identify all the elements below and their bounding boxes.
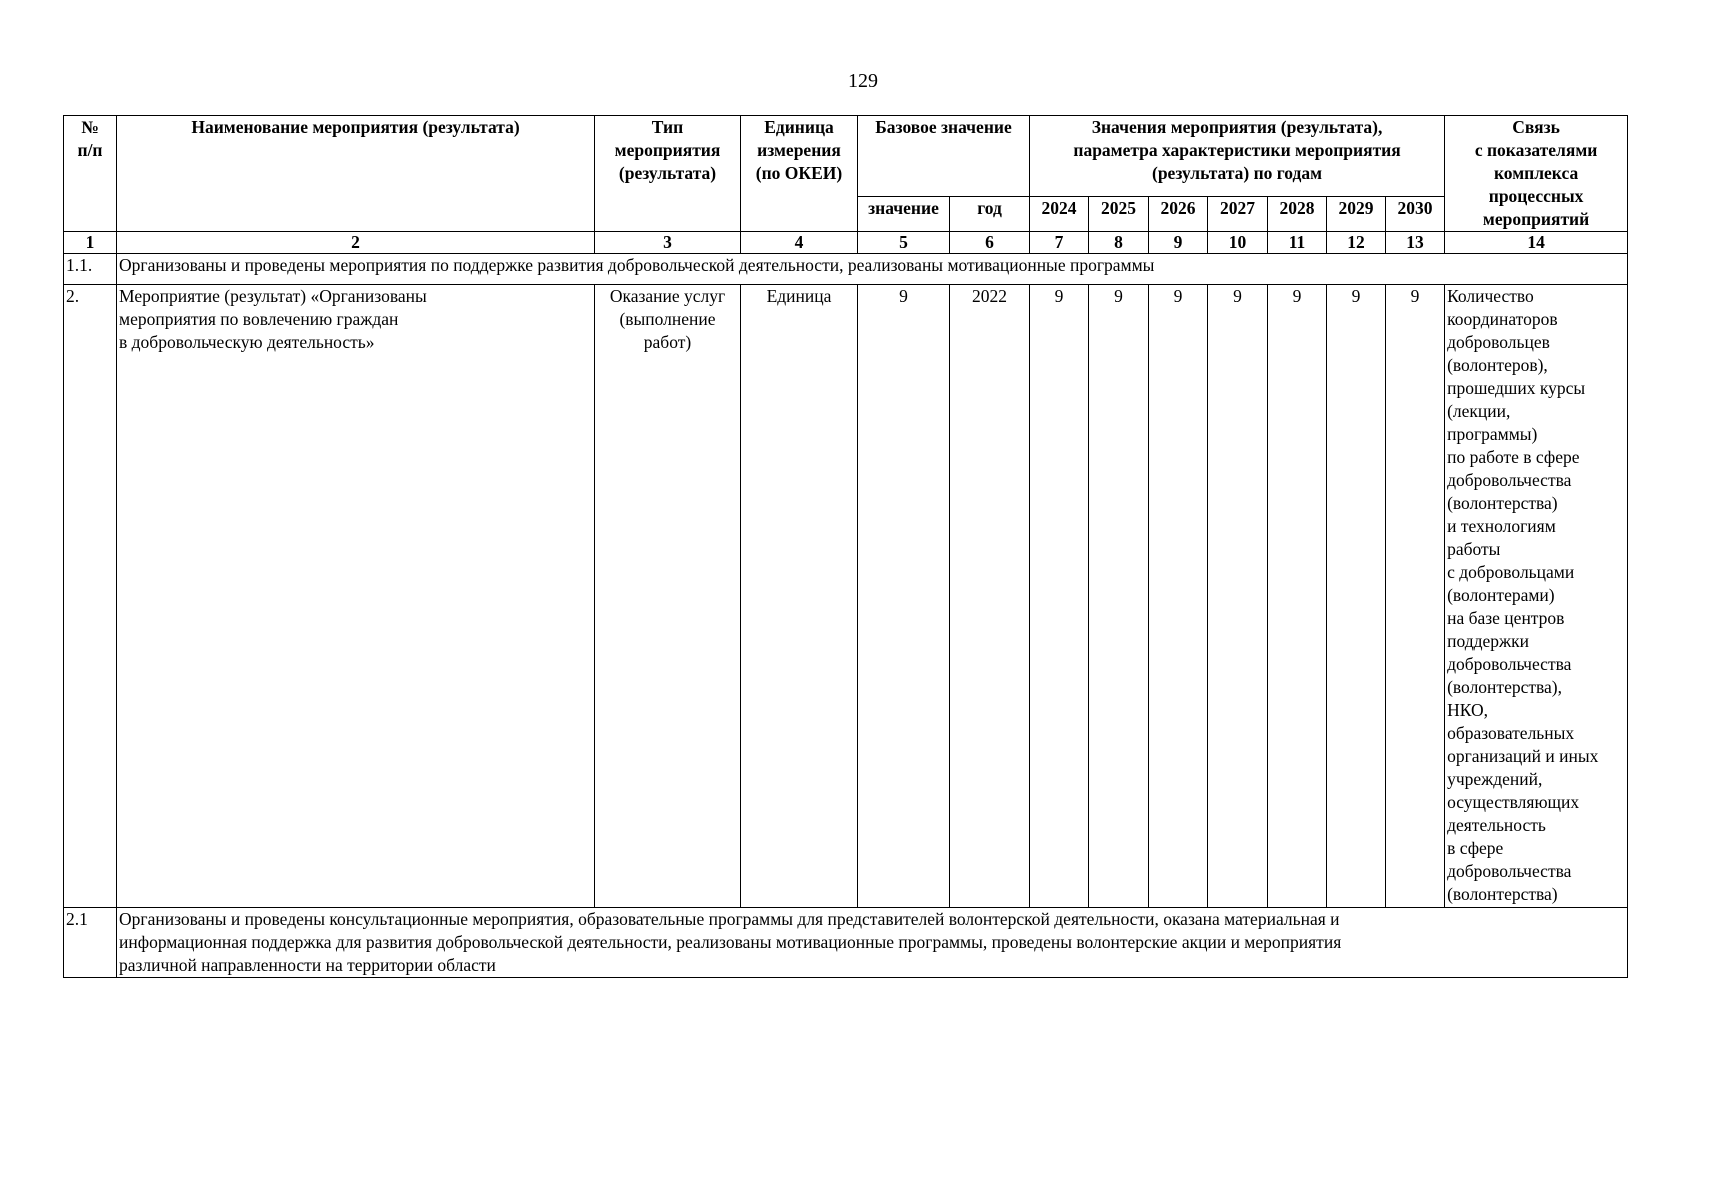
- column-number: 12: [1327, 232, 1386, 254]
- value-2030: 9: [1386, 285, 1445, 908]
- column-number: 6: [950, 232, 1030, 254]
- header-year-2028: 2028: [1268, 196, 1327, 231]
- header-year-2030: 2030: [1386, 196, 1445, 231]
- value-2029: 9: [1327, 285, 1386, 908]
- column-number: 4: [741, 232, 858, 254]
- header-year-2025: 2025: [1089, 196, 1149, 231]
- header-link: Связь с показателями комплекса процессных мероприятий: [1445, 116, 1628, 232]
- header-name: Наименование мероприятия (результата): [117, 116, 595, 232]
- header-base-value: значение: [858, 196, 950, 231]
- column-number: 10: [1208, 232, 1268, 254]
- value-2025: 9: [1089, 285, 1149, 908]
- column-number-row: [64, 232, 1628, 254]
- column-number: 2: [117, 232, 595, 254]
- header-values: Значения мероприятия (результата), параметра характеристики мероприятия (результата) по годам: [1030, 116, 1445, 197]
- header-year-2026: 2026: [1149, 196, 1208, 231]
- column-number: 13: [1386, 232, 1445, 254]
- column-number: 3: [595, 232, 741, 254]
- row-text: Организованы и проведены консультационные мероприятия, образовательные программы для представителей волонтерской деятельности, оказана материальная и информационная поддержка для развития добровольческой деятельности, реализованы мотивационные программы, проведены волонтерские акции и мероприятия различной направленности на территории области: [117, 908, 1628, 978]
- header-base: Базовое значение: [858, 116, 1030, 197]
- header-year-2027: 2027: [1208, 196, 1268, 231]
- header-year-2024: 2024: [1030, 196, 1089, 231]
- header-unit: Единица измерения (по ОКЕИ): [741, 116, 858, 232]
- column-number: 7: [1030, 232, 1089, 254]
- column-number: 5: [858, 232, 950, 254]
- base-value: 9: [858, 285, 950, 908]
- activity-unit: Единица: [741, 285, 858, 908]
- header-base-year: год: [950, 196, 1030, 231]
- column-number: 14: [1445, 232, 1628, 254]
- header-year-2029: 2029: [1327, 196, 1386, 231]
- value-2024: 9: [1030, 285, 1089, 908]
- column-number: 9: [1149, 232, 1208, 254]
- base-year: 2022: [950, 285, 1030, 908]
- column-number: 11: [1268, 232, 1327, 254]
- value-2027: 9: [1208, 285, 1268, 908]
- row-text: Организованы и проведены мероприятия по поддержке развития добровольческой деятельности, реализованы мотивационные программы: [117, 254, 1628, 285]
- column-number: 8: [1089, 232, 1149, 254]
- row-number: 2.: [64, 285, 117, 908]
- activity-name: Мероприятие (результат) «Организованы мероприятия по вовлечению граждан в добровольческую деятельность»: [117, 285, 595, 908]
- table-row: [64, 254, 1628, 285]
- page-number: 129: [848, 70, 878, 92]
- activity-type: Оказание услуг (выполнение работ): [595, 285, 741, 908]
- table-row: [64, 285, 1628, 908]
- header-type: Тип мероприятия (результата): [595, 116, 741, 232]
- table-row: [64, 908, 1628, 978]
- header-num: № п/п: [64, 116, 117, 232]
- column-number: 1: [64, 232, 117, 254]
- value-2026: 9: [1149, 285, 1208, 908]
- row-number: 1.1.: [64, 254, 117, 285]
- linked-indicator: Количество координаторов добровольцев (волонтеров), прошедших курсы (лекции, программы) по работе в сфере добровольчества (волонтерства) и технологиям работы с добровольцами (волонтерами) на базе центров поддержки добровольчества (волонтерства), НКО, образовательных организаций и иных учреждений, осуществляющих деятельность в сфере добровольчества (волонтерства): [1445, 285, 1628, 908]
- value-2028: 9: [1268, 285, 1327, 908]
- row-number: 2.1: [64, 908, 117, 978]
- activities-table: [63, 115, 1628, 978]
